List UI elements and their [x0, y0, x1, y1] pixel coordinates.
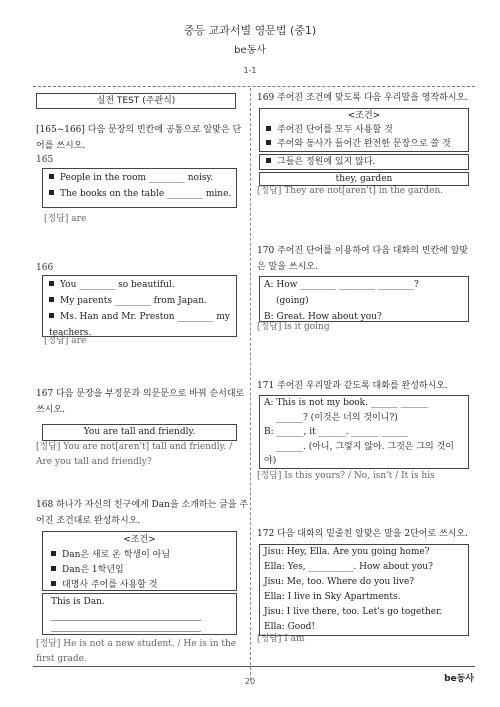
q166-answer: [정답] are: [44, 336, 87, 346]
q168-writing-start: This is Dan.: [51, 597, 105, 607]
bullet-icon: [266, 140, 271, 145]
page-number: 20: [244, 677, 256, 686]
q165-number: 165: [36, 155, 54, 165]
q171-answer: [정답] Is this yours? / No, isn't / It is his: [257, 471, 435, 481]
test-label: 실전 TEST (주관식): [36, 93, 236, 109]
document-subtitle: be동사: [234, 45, 266, 56]
q168-conditions-title: <조건>: [123, 535, 156, 545]
q172-dialogue-box: [259, 544, 469, 636]
q167-answer-1: [정답] You are not[aren't] tall and friendly. /: [36, 442, 233, 452]
q168-writing-box: [42, 593, 237, 635]
q167-box: You are tall and friendly.: [42, 424, 237, 441]
q171-line-4: ______. (아니, 그렇지 않아. 그것은 그의 것이: [276, 441, 454, 452]
q171-line-5: 야): [264, 456, 277, 466]
q165-166-intro: [165~166] 다음 문장의 빈칸에 공통으로 알맞은 단어를 쓰시오.: [36, 125, 242, 151]
bullet-icon: [49, 313, 54, 318]
bullet-icon: [49, 190, 54, 195]
q168-writing-line-1: [51, 620, 201, 621]
q168-condition-2: Dan은 1학년임: [51, 563, 236, 578]
q169-prompt: 169 주어진 조건에 맞도록 다음 우리말을 영작하시오.: [257, 93, 469, 103]
bottom-divider: [33, 666, 475, 667]
q169-words-box: they, garden: [259, 172, 469, 186]
q168-answer-1: [정답] He is not a new student. / He is in the: [36, 639, 237, 649]
q172-line-6: Ella: Good!: [264, 622, 315, 632]
q172-prompt: 172 다음 대화의 밑줄친 알맞은 말을 2단어로 쓰시오.: [257, 529, 468, 539]
q166-line-3: Ms. Han and Mr. Preston ________ my: [49, 309, 236, 325]
q171-line-2: ______? (이것은 너의 것이니?): [276, 412, 398, 423]
column-divider: [250, 88, 251, 680]
q167-answer-2: Are you tall and friendly?: [36, 457, 152, 467]
q165-box: [42, 168, 237, 208]
q169-conditions-box: [259, 108, 469, 152]
bullet-icon: [49, 281, 54, 286]
q168-conditions-box: [42, 531, 237, 591]
bullet-icon: [51, 566, 56, 571]
q171-line-1: A: This is not my book. ______ ______: [264, 398, 428, 408]
bullet-icon: [266, 126, 271, 131]
footer-brand: be동사: [444, 674, 474, 684]
q168-prompt-2: 어진 조건대로 완성하시오.: [36, 516, 141, 526]
q170-line-1: A: How ________ ________ ________?: [264, 280, 419, 290]
top-divider: [33, 86, 475, 87]
q169-answer: [정답] They are not[aren't] in the garden.: [257, 186, 444, 196]
q168-condition-3: 대명사 주어를 사용할 것: [51, 578, 236, 593]
q166-box: [42, 275, 237, 337]
q166-line-4: teachers.: [49, 328, 92, 338]
bullet-icon: [266, 158, 271, 163]
q170-line-2: (going): [276, 296, 309, 306]
q170-line-3: B: Great. How about you?: [264, 312, 382, 322]
q167-prompt-1: 167 다음 문장을 부정문과 의문문으로 바꿔 순서대로: [36, 389, 245, 399]
bullet-icon: [49, 174, 54, 179]
q170-prompt-2: 은 말을 쓰시오.: [257, 262, 318, 272]
q169-korean-box: 그들은 정원에 있지 않다.: [259, 154, 469, 170]
q169-condition-2: 주어와 동사가 들어간 완전한 문장으로 쓸 것: [266, 137, 468, 151]
q171-line-3: B: ______, it ______. ______ ______: [264, 427, 409, 437]
q169-condition-1: 주어진 단어를 모두 사용할 것: [266, 123, 468, 137]
document-title: 중등 교과서별 영문법 (중1): [183, 24, 317, 37]
bullet-icon: [51, 581, 56, 586]
section-number: 1-1: [243, 66, 257, 75]
q167-prompt-2: 쓰시오.: [36, 405, 65, 415]
q171-dialogue-box: [259, 395, 469, 469]
q170-dialogue-box: [259, 276, 469, 322]
q166-line-1: You ________ so beautiful.: [49, 277, 236, 293]
q172-line-1: Jisu: Hey, Ella. Are you going home?: [264, 547, 430, 557]
q172-line-4: Ella: I live in Sky Apartments.: [264, 592, 401, 602]
q166-line-2: My parents ________ from Japan.: [49, 293, 236, 309]
q168-answer-2: first grade.: [36, 654, 87, 664]
q172-line-5: Jisu: I live there, too. Let's go together.: [264, 607, 443, 617]
q168-condition-1: Dan은 새로 온 학생이 아님: [51, 548, 236, 563]
q169-conditions-title: <조건>: [347, 111, 381, 121]
q172-line-3: Jisu: Me, too. Where do you live?: [264, 577, 415, 587]
q168-prompt-1: 168 하나가 자신의 친구에게 Dan을 소개하는 글을 주: [36, 500, 249, 510]
q172-answer: [정답] I am: [257, 634, 305, 644]
q170-answer: [정답] is it going: [257, 322, 330, 332]
q172-line-2: Ella: Yes, __________. How about you?: [264, 562, 433, 572]
bullet-icon: [51, 551, 56, 556]
q166-number: 166: [36, 263, 54, 273]
q170-prompt-1: 170 주어진 단어를 이용하여 다음 대화의 빈칸에 알맞: [257, 246, 469, 256]
q165-line-2: The books on the table ________ mine.: [49, 186, 236, 202]
q165-answer: [정답] are: [44, 214, 87, 224]
q168-writing-line-2: [51, 631, 201, 632]
bullet-icon: [49, 297, 54, 302]
q171-prompt: 171 주어진 우리말과 같도록 대화를 완성하시오.: [257, 381, 448, 391]
q165-line-1: People in the room ________ noisy.: [49, 170, 236, 186]
